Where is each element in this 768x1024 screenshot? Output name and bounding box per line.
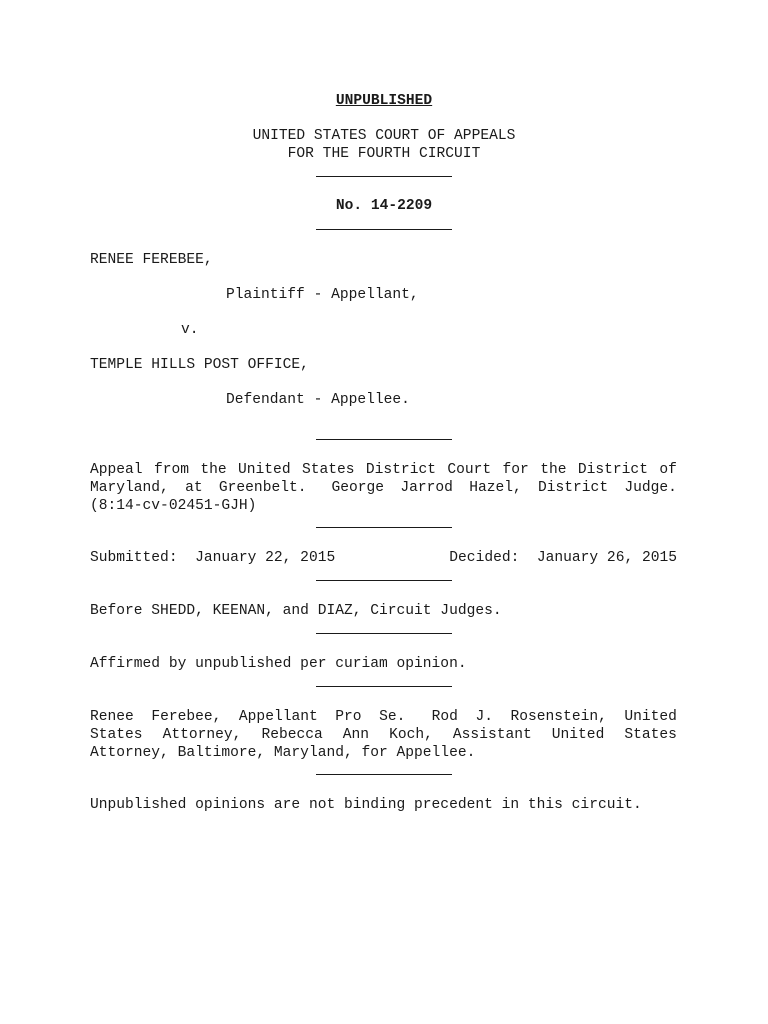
word: Court [447, 462, 492, 478]
versus: v. [181, 322, 199, 338]
word: Rosenstein, [510, 709, 607, 725]
word: Jarrod [400, 480, 453, 496]
word: States [301, 462, 355, 478]
word: Assistant [452, 727, 532, 743]
word: for [502, 462, 529, 478]
submitted-date: Submitted: January 22, 2015 [90, 550, 336, 566]
divider-rule [316, 229, 452, 230]
word: District [577, 462, 648, 478]
word: United [238, 462, 291, 478]
court-name-line1: UNITED STATES COURT OF APPEALS [252, 128, 516, 144]
word: Renee [90, 709, 134, 725]
case-number: No. 14-2209 [335, 198, 433, 214]
plaintiff-name: RENEE FEREBEE, [90, 252, 213, 268]
word: the [540, 462, 567, 478]
counsel-statement [90, 708, 677, 762]
court-name-line2: FOR THE FOURTH CIRCUIT [287, 146, 481, 162]
unpublished-heading: UNPUBLISHED [335, 93, 433, 109]
word: Appellant [238, 709, 318, 725]
word: Judge. [624, 480, 677, 496]
word: District [538, 480, 609, 496]
word: Maryland, [90, 480, 169, 496]
word: Ferebee, [151, 709, 222, 725]
divider-rule [316, 774, 452, 775]
word: Rod [422, 709, 458, 725]
defendant-name: TEMPLE HILLS POST OFFICE, [90, 357, 309, 373]
word: the [200, 462, 227, 478]
divider-rule [316, 176, 452, 177]
decided-date: Decided: January 26, 2015 [449, 550, 677, 566]
dates-row [90, 549, 677, 567]
district-case-number: (8:14-cv-02451-GJH) [90, 498, 257, 514]
word: United [551, 727, 605, 743]
precedent-notice: Unpublished opinions are not binding precedent in this circuit. [90, 797, 642, 813]
counsel-line-3 [90, 744, 677, 762]
appeal-line-3 [90, 497, 677, 515]
word: Attorney, [162, 727, 242, 743]
word: Ann [342, 727, 370, 743]
word: Se. [379, 709, 406, 725]
appeal-statement [90, 461, 677, 515]
divider-rule [316, 527, 452, 528]
word: Hazel, [469, 480, 522, 496]
plaintiff-role: Plaintiff - Appellant, [226, 287, 419, 303]
word: George [322, 480, 385, 496]
appeal-line-2 [90, 479, 677, 497]
divider-rule [316, 633, 452, 634]
divider-rule [316, 439, 452, 440]
word: United [624, 709, 677, 725]
word: States [624, 727, 677, 743]
word: from [153, 462, 189, 478]
word: Pro [335, 709, 362, 725]
word: Appeal [90, 462, 143, 478]
divider-rule [316, 580, 452, 581]
word: at [185, 480, 203, 496]
defendant-role: Defendant - Appellee. [226, 392, 410, 408]
word: District [365, 462, 436, 478]
word: States [90, 727, 143, 743]
divider-rule [316, 686, 452, 687]
word: Greenbelt. [218, 480, 307, 496]
disposition: Affirmed by unpublished per curiam opinion. [90, 656, 467, 672]
word: Koch, [389, 727, 433, 743]
word: of [659, 462, 677, 478]
counsel-line-3-text: Attorney, Baltimore, Maryland, for Appellee. [90, 745, 476, 761]
word: Rebecca [261, 727, 323, 743]
word: J. [475, 709, 493, 725]
counsel-line-1 [90, 708, 677, 726]
appeal-line-1 [90, 461, 677, 479]
counsel-line-2 [90, 726, 677, 744]
panel-judges: Before SHEDD, KEENAN, and DIAZ, Circuit Judges. [90, 603, 502, 619]
